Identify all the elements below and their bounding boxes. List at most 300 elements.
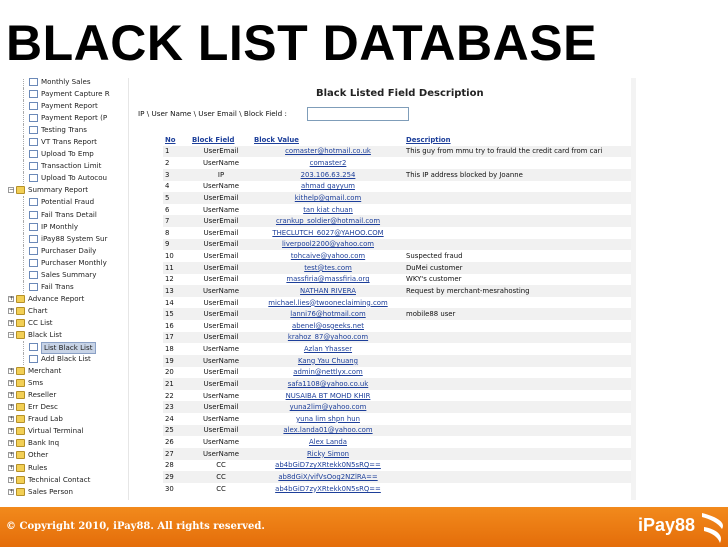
cell-block-value-link[interactable]: abenel@osgeeks.net — [252, 320, 404, 332]
folder-icon — [16, 307, 25, 315]
cell-block-value-link[interactable]: lanni76@hotmail.com — [252, 308, 404, 320]
tree-item-label[interactable]: CC List — [28, 317, 53, 327]
cell-block-value-link[interactable]: krahoz_87@yahoo.com — [252, 332, 404, 344]
table-header-row — [163, 134, 636, 146]
cell-description — [404, 332, 636, 344]
page-icon — [29, 283, 38, 291]
cell-description — [404, 436, 636, 448]
tree-item-label[interactable]: Sales Summary — [41, 269, 97, 279]
tree-folder[interactable] — [6, 377, 129, 389]
tree-guide-line — [23, 353, 24, 365]
cell-no: 26 — [163, 436, 190, 448]
cell-block-value-link[interactable]: Azlan Yhasser — [252, 343, 404, 355]
cell-block-field: UserEmail — [190, 250, 252, 262]
tree-item-label[interactable]: Reseller — [28, 390, 57, 400]
cell-description — [404, 227, 636, 239]
tree-item-label[interactable]: Sales Person — [28, 486, 73, 496]
folder-icon — [16, 464, 25, 472]
expand-icon[interactable]: + — [9, 294, 15, 302]
cell-block-value-link[interactable]: liverpool2200@yahoo.com — [252, 239, 404, 251]
table-row — [163, 274, 636, 286]
table-row — [163, 471, 636, 483]
tree-folder[interactable] — [6, 293, 129, 305]
table-row — [163, 285, 636, 297]
cell-block-value-link[interactable]: Kang Yau Chuang — [252, 355, 404, 367]
cell-description — [404, 239, 636, 251]
cell-block-value-link[interactable]: kithelp@gmail.com — [252, 192, 404, 204]
cell-block-field: UserEmail — [190, 367, 252, 379]
cell-block-value-link[interactable]: ab4bGiD7zyXRtekk0N5sRQ== — [252, 460, 404, 472]
cell-description — [404, 378, 636, 390]
tree-folder[interactable] — [6, 329, 129, 341]
cell-block-field: UserEmail — [190, 146, 252, 158]
cell-no: 5 — [163, 192, 190, 204]
tree-guide-line — [23, 136, 24, 148]
tree-item-label[interactable]: Advance Report — [28, 293, 85, 303]
tree-folder[interactable] — [6, 425, 129, 437]
folder-icon — [16, 367, 25, 375]
page-icon — [29, 211, 38, 219]
page-icon — [29, 235, 38, 243]
table-row — [163, 355, 636, 367]
slide-title: BLACK LIST DATABASE — [6, 15, 597, 71]
folder-icon — [16, 451, 25, 459]
cell-description — [404, 215, 636, 227]
tree-guide-line — [23, 196, 24, 208]
page-title: Black Listed Field Description — [316, 88, 484, 99]
cell-block-value-link[interactable]: ab4bGiD7zyXRtekk0N5sRQ== — [252, 483, 404, 495]
tree-guide-line — [23, 341, 24, 353]
tree-folder[interactable] — [6, 474, 129, 486]
tree-leaf[interactable] — [6, 100, 129, 112]
tree-folder[interactable] — [6, 389, 129, 401]
cell-no: 7 — [163, 215, 190, 227]
cell-block-value-link[interactable]: admin@nettlyx.com — [252, 367, 404, 379]
cell-no: 27 — [163, 448, 190, 460]
tree-item-label[interactable]: Purchaser Monthly — [41, 257, 107, 267]
tree-item-label[interactable]: Payment Capture R — [41, 89, 110, 99]
table-row — [163, 483, 636, 495]
cell-block-value-link[interactable]: Alex Landa — [252, 436, 404, 448]
tree-leaf[interactable] — [6, 136, 129, 148]
expand-icon[interactable]: + — [9, 391, 15, 399]
tree-leaf[interactable] — [6, 353, 129, 365]
cell-description: WKY's customer — [404, 274, 636, 286]
table-row — [163, 401, 636, 413]
tree-leaf[interactable] — [6, 112, 129, 124]
table-row — [163, 308, 636, 320]
page-icon — [29, 198, 38, 206]
page-icon — [29, 90, 38, 98]
cell-block-value-link[interactable]: yuna2lim@yahoo.com — [252, 401, 404, 413]
cell-block-value-link[interactable]: test@tes.com — [252, 262, 404, 274]
collapse-icon[interactable]: − — [9, 186, 15, 194]
cell-no: 23 — [163, 401, 190, 413]
table-row — [163, 297, 636, 309]
folder-icon — [16, 295, 25, 303]
tree-item-label[interactable]: Err Desc — [28, 402, 58, 412]
expand-icon[interactable]: + — [9, 379, 15, 387]
tree-item-label[interactable]: Black List — [28, 329, 62, 339]
search-input[interactable] — [307, 107, 409, 121]
cell-block-value-link[interactable]: NUSAIBA BT MOHD KHIR — [252, 390, 404, 402]
page-icon — [29, 138, 38, 146]
cell-block-field: UserName — [190, 204, 252, 216]
table-row — [163, 157, 636, 169]
tree-leaf[interactable] — [6, 245, 129, 257]
page-icon — [29, 78, 38, 86]
cell-no: 11 — [163, 262, 190, 274]
page-icon — [29, 102, 38, 110]
expand-icon[interactable]: + — [9, 318, 15, 326]
tree-list — [6, 78, 129, 498]
tree-guide-line — [23, 124, 24, 136]
tree-item-label[interactable]: Chart — [28, 305, 48, 315]
tree-leaf[interactable] — [6, 196, 129, 208]
tree-guide-line — [23, 281, 24, 293]
cell-block-field: UserEmail — [190, 192, 252, 204]
scrollbar[interactable] — [631, 78, 636, 500]
tree-guide-line — [23, 88, 24, 100]
cell-block-field: UserName — [190, 436, 252, 448]
tree-leaf[interactable] — [6, 269, 129, 281]
cell-no: 10 — [163, 250, 190, 262]
tree-leaf[interactable] — [6, 257, 129, 269]
tree-item-label[interactable]: Summary Report — [28, 185, 89, 195]
tree-guide-line — [23, 245, 24, 257]
table-row — [163, 343, 636, 355]
folder-icon — [16, 379, 25, 387]
tree-item-label[interactable]: Fail Trans Detail — [41, 209, 97, 219]
cell-description — [404, 355, 636, 367]
cell-description: Suspected fraud — [404, 250, 636, 262]
cell-block-value-link[interactable]: 203.106.63.254 — [252, 169, 404, 181]
tree-folder[interactable] — [6, 401, 129, 413]
column-header-no[interactable]: No — [163, 134, 190, 146]
table-row — [163, 332, 636, 344]
cell-no: 19 — [163, 355, 190, 367]
tree-leaf[interactable] — [6, 233, 129, 245]
tree-guide-line — [23, 257, 24, 269]
cell-description — [404, 181, 636, 193]
cell-block-field: UserEmail — [190, 320, 252, 332]
tree-folder[interactable] — [6, 317, 129, 329]
cell-block-field: UserName — [190, 390, 252, 402]
tree-leaf[interactable] — [6, 209, 129, 221]
cell-block-field: UserEmail — [190, 425, 252, 437]
tree-guide-line — [23, 148, 24, 160]
table-row — [163, 378, 636, 390]
cell-block-field: UserEmail — [190, 401, 252, 413]
footer-copyright: © Copyright 2010, iPay88. All rights reserved. — [6, 521, 265, 532]
expand-icon[interactable]: + — [9, 415, 15, 423]
cell-no: 9 — [163, 239, 190, 251]
expand-icon[interactable]: + — [9, 451, 15, 459]
tree-guide-line — [23, 221, 24, 233]
cell-block-field: UserEmail — [190, 215, 252, 227]
cell-block-field: UserEmail — [190, 274, 252, 286]
expand-icon[interactable]: + — [9, 427, 15, 435]
tree-item-label[interactable]: VT Trans Report — [41, 137, 97, 147]
cell-block-value-link[interactable]: THECLUTCH_6027@YAHOO.COM — [252, 227, 404, 239]
tree-leaf[interactable] — [6, 172, 129, 184]
table-row — [163, 413, 636, 425]
page-icon — [29, 162, 38, 170]
tree-leaf[interactable] — [6, 160, 129, 172]
cell-block-value-link[interactable]: ahmad gayyum — [252, 181, 404, 193]
cell-no: 30 — [163, 483, 190, 495]
cell-description — [404, 390, 636, 402]
cell-no: 3 — [163, 169, 190, 181]
cell-description — [404, 297, 636, 309]
footer-bar — [0, 507, 728, 547]
table-row — [163, 227, 636, 239]
tree-item-label[interactable]: iPay88 System Sur — [41, 233, 108, 243]
cell-no: 21 — [163, 378, 190, 390]
folder-icon — [16, 186, 25, 194]
cell-description — [404, 320, 636, 332]
tree-item-label[interactable]: Merchant — [28, 366, 62, 376]
tree-guide-line — [23, 112, 24, 124]
table-row — [163, 146, 636, 158]
page-icon — [29, 343, 38, 351]
expand-icon[interactable]: + — [9, 306, 15, 314]
table-row — [163, 390, 636, 402]
folder-icon — [16, 319, 25, 327]
tree-folder[interactable] — [6, 305, 129, 317]
cell-block-value-link[interactable]: yuna lim shpn hun — [252, 413, 404, 425]
page-icon — [29, 355, 38, 363]
cell-block-field: UserName — [190, 355, 252, 367]
tree-item-label[interactable]: Other — [28, 450, 49, 460]
cell-no: 28 — [163, 460, 190, 472]
cell-no: 12 — [163, 274, 190, 286]
cell-description — [404, 192, 636, 204]
column-header-block-field[interactable]: Block Field — [190, 134, 252, 146]
table-row — [163, 239, 636, 251]
cell-block-value-link[interactable]: comaster@hotmail.co.uk — [252, 146, 404, 158]
cell-no: 22 — [163, 390, 190, 402]
cell-block-value-link[interactable]: ab8dGiX/vifVsOog2NZlRA== — [252, 471, 404, 483]
cell-description — [404, 401, 636, 413]
cell-block-value-link[interactable]: tan kiat chuan — [252, 204, 404, 216]
tree-item-label[interactable]: Testing Trans — [41, 125, 87, 135]
expand-icon[interactable]: + — [9, 439, 15, 447]
cell-no: 1 — [163, 146, 190, 158]
cell-block-field: UserName — [190, 181, 252, 193]
main-panel — [132, 78, 636, 500]
cell-no: 18 — [163, 343, 190, 355]
cell-no: 25 — [163, 425, 190, 437]
page-icon — [29, 150, 38, 158]
app-screenshot — [6, 78, 636, 500]
tree-guide-line — [23, 100, 24, 112]
cell-block-field: UserEmail — [190, 262, 252, 274]
cell-description — [404, 425, 636, 437]
cell-no: 17 — [163, 332, 190, 344]
tree-item-label[interactable]: Potential Fraud — [41, 197, 95, 207]
folder-icon — [16, 403, 25, 411]
expand-icon[interactable]: + — [9, 475, 15, 483]
tree-item-label[interactable]: Upload To Emp — [41, 149, 94, 159]
cell-block-value-link[interactable]: NATHAN RIVERA — [252, 285, 404, 297]
column-header-block-value[interactable]: Block Value — [252, 134, 404, 146]
cell-block-field: UserEmail — [190, 227, 252, 239]
folder-icon — [16, 391, 25, 399]
cell-block-field: UserName — [190, 413, 252, 425]
page-icon — [29, 271, 38, 279]
cell-no: 4 — [163, 181, 190, 193]
search-label: IP \ User Name \ User Email \ Block Field : — [138, 109, 287, 118]
cell-block-value-link[interactable]: alex.landa01@yahoo.com — [252, 425, 404, 437]
expand-icon[interactable]: + — [9, 367, 15, 375]
folder-icon — [16, 427, 25, 435]
ipay88-swoosh-icon — [700, 509, 728, 545]
table-row — [163, 169, 636, 181]
cell-block-value-link[interactable]: crankup_soldier@hotmail.com — [252, 215, 404, 227]
tree-guide-line — [23, 78, 24, 88]
cell-description — [404, 204, 636, 216]
cell-block-field: CC — [190, 460, 252, 472]
tree-item-label[interactable]: Rules — [28, 462, 48, 472]
cell-block-field: UserEmail — [190, 297, 252, 309]
cell-description: mobile88 user — [404, 308, 636, 320]
cell-description — [404, 343, 636, 355]
tree-item-label[interactable]: Payment Report (P — [41, 113, 108, 123]
cell-block-field: UserName — [190, 285, 252, 297]
cell-block-field: UserEmail — [190, 308, 252, 320]
table-row — [163, 215, 636, 227]
cell-description — [404, 471, 636, 483]
tree-item-label[interactable]: Technical Contact — [28, 474, 91, 484]
tree-folder[interactable] — [6, 365, 129, 377]
sidebar-tree — [6, 78, 129, 500]
tree-item-label[interactable]: Fail Trans — [41, 281, 74, 291]
table-row — [163, 262, 636, 274]
tree-folder[interactable] — [6, 184, 129, 196]
folder-icon — [16, 331, 25, 339]
tree-item-label[interactable]: List Black List — [41, 342, 96, 354]
tree-item-label[interactable]: Virtual Terminal — [28, 426, 84, 436]
expand-icon[interactable]: + — [9, 463, 15, 471]
tree-item-label[interactable]: Purchaser Daily — [41, 245, 97, 255]
tree-item-label[interactable]: Monthly Sales — [41, 78, 91, 86]
tree-folder[interactable] — [6, 437, 129, 449]
cell-no: 13 — [163, 285, 190, 297]
cell-no: 20 — [163, 367, 190, 379]
table-row — [163, 425, 636, 437]
tree-item-label[interactable]: Bank Inq — [28, 438, 60, 448]
column-header-description[interactable]: Description — [404, 134, 636, 146]
tree-leaf[interactable] — [6, 148, 129, 160]
tree-item-label[interactable]: IP Monthly — [41, 221, 79, 231]
tree-guide-line — [23, 160, 24, 172]
cell-no: 6 — [163, 204, 190, 216]
tree-guide-line — [23, 209, 24, 221]
tree-leaf[interactable] — [6, 124, 129, 136]
cell-block-value-link[interactable]: michael.lies@twooneclaiming.com — [252, 297, 404, 309]
cell-no: 15 — [163, 308, 190, 320]
footer-brand: iPay88 — [638, 515, 696, 535]
tree-folder[interactable] — [6, 462, 129, 474]
cell-block-field: UserEmail — [190, 239, 252, 251]
cell-no: 16 — [163, 320, 190, 332]
page-icon — [29, 126, 38, 134]
cell-description — [404, 483, 636, 495]
cell-no: 8 — [163, 227, 190, 239]
table-row — [163, 460, 636, 472]
cell-block-value-link[interactable]: Ricky Simon — [252, 448, 404, 460]
tree-folder[interactable] — [6, 449, 129, 461]
cell-description — [404, 413, 636, 425]
page-icon — [29, 247, 38, 255]
page-icon — [29, 223, 38, 231]
cell-block-field: IP — [190, 169, 252, 181]
cell-block-field: UserName — [190, 448, 252, 460]
cell-no: 24 — [163, 413, 190, 425]
cell-description — [404, 367, 636, 379]
cell-block-field: UserName — [190, 157, 252, 169]
folder-icon — [16, 415, 25, 423]
cell-description: Request by merchant-mesrahosting — [404, 285, 636, 297]
tree-leaf[interactable] — [6, 281, 129, 293]
tree-item-label[interactable]: Sms — [28, 378, 44, 388]
cell-no: 2 — [163, 157, 190, 169]
tree-item-label[interactable]: Fraud Lab — [28, 414, 63, 424]
tree-leaf[interactable] — [6, 221, 129, 233]
table-row — [163, 204, 636, 216]
page-icon — [29, 114, 38, 122]
tree-guide-line — [23, 269, 24, 281]
tree-leaf[interactable] — [6, 341, 129, 353]
folder-icon — [16, 439, 25, 447]
tree-item-label[interactable]: Add Black List — [41, 354, 91, 364]
expand-icon[interactable]: + — [9, 487, 15, 495]
cell-description: This guy from mmu try to frauld the credit card from cari — [404, 146, 636, 158]
cell-block-value-link[interactable]: tohcaive@yahoo.com — [252, 250, 404, 262]
table-row — [163, 436, 636, 448]
tree-folder[interactable] — [6, 486, 129, 498]
cell-description: DuMei customer — [404, 262, 636, 274]
table-row — [163, 367, 636, 379]
cell-block-value-link[interactable]: safa1108@yahoo.co.uk — [252, 378, 404, 390]
table-row — [163, 181, 636, 193]
cell-description — [404, 448, 636, 460]
tree-folder[interactable] — [6, 413, 129, 425]
cell-block-value-link[interactable]: massfiria@massfiria.org — [252, 274, 404, 286]
cell-block-field: CC — [190, 483, 252, 495]
tree-guide-line — [23, 172, 24, 184]
tree-leaf[interactable] — [6, 78, 129, 88]
folder-icon — [16, 476, 25, 484]
cell-block-value-link[interactable]: comaster2 — [252, 157, 404, 169]
tree-guide-line — [23, 233, 24, 245]
cell-description: This IP address blocked by Joanne — [404, 169, 636, 181]
tree-item-label[interactable]: Upload To Autocou — [41, 173, 108, 183]
cell-block-field: UserEmail — [190, 378, 252, 390]
page-icon — [29, 174, 38, 182]
cell-block-field: UserName — [190, 343, 252, 355]
cell-block-field: CC — [190, 471, 252, 483]
blacklist-table — [163, 134, 636, 494]
cell-description — [404, 157, 636, 169]
collapse-icon[interactable]: − — [9, 330, 15, 338]
expand-icon[interactable]: + — [9, 403, 15, 411]
page-icon — [29, 259, 38, 267]
tree-leaf[interactable] — [6, 88, 129, 100]
tree-item-label[interactable]: Payment Report — [41, 101, 98, 111]
tree-item-label[interactable]: Transaction Limit — [41, 161, 102, 171]
